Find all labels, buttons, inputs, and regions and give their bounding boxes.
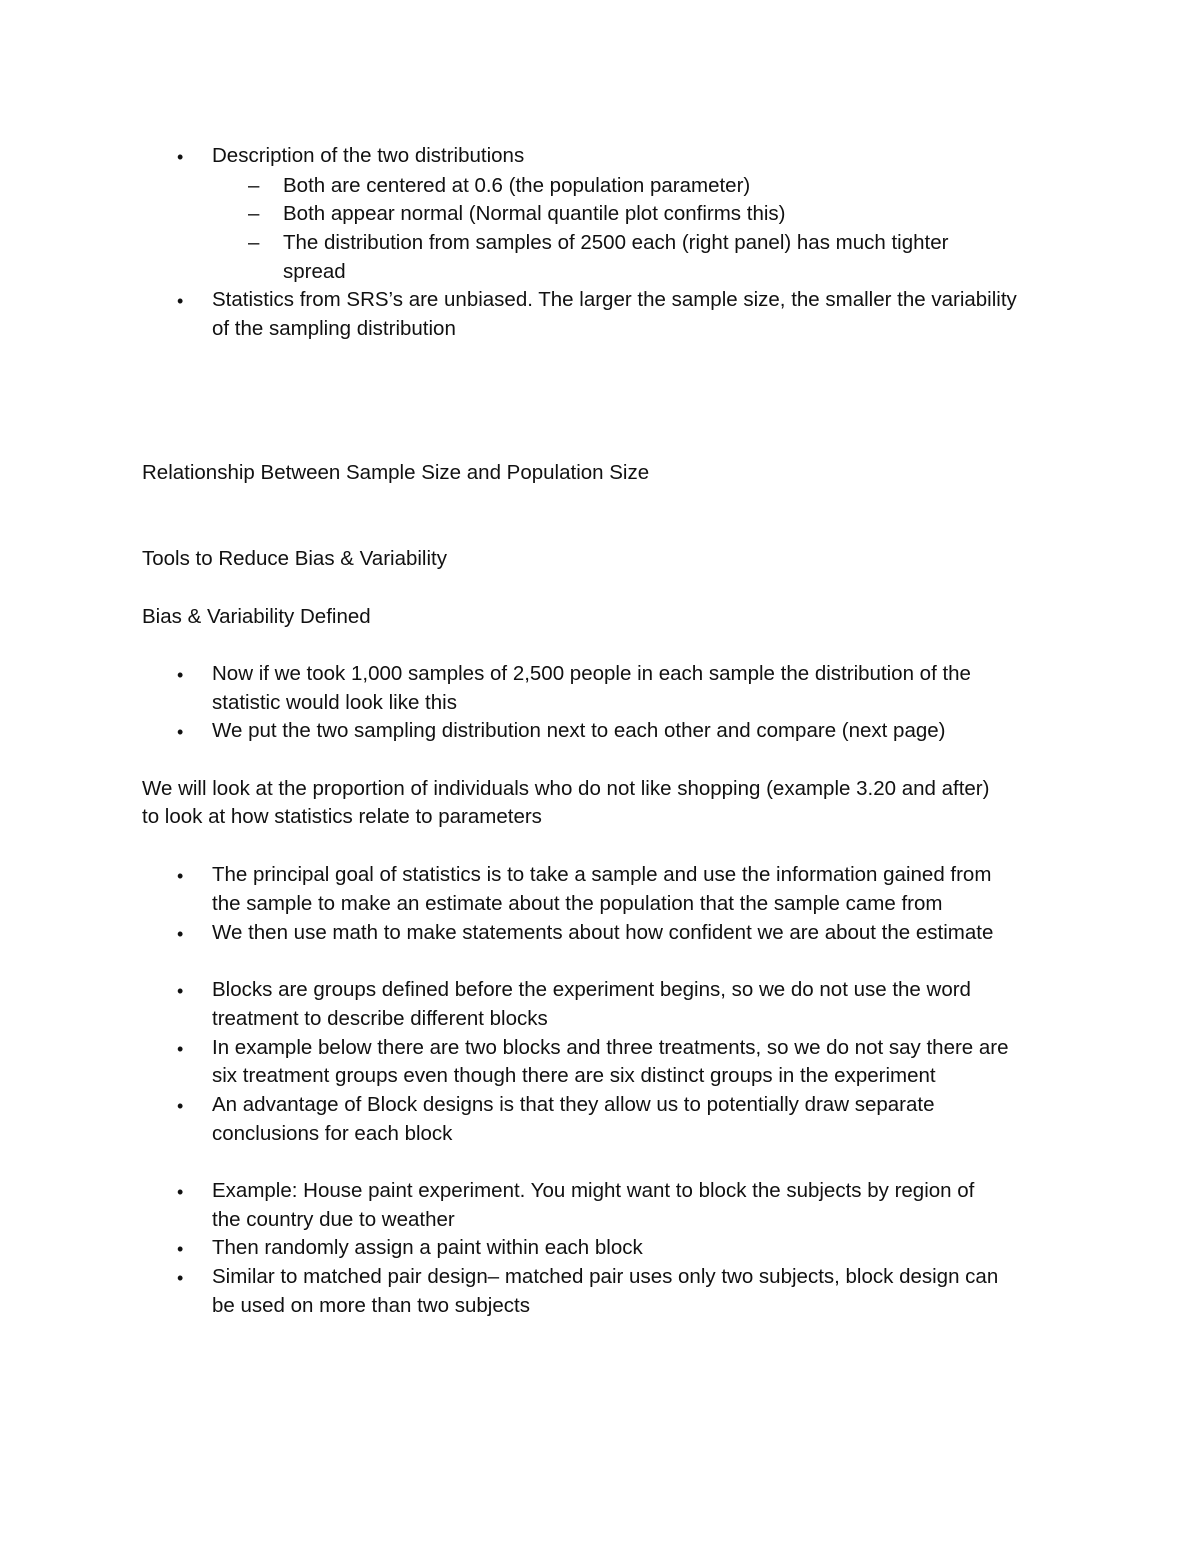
bullet-blocks-defined: Blocks are groups defined before the experiment begins, so we do not use the word <box>212 978 971 1001</box>
dash-marker: – <box>248 174 260 197</box>
bullet-two-blocks-cont: six treatment groups even though there are six distinct groups in the experiment <box>212 1064 936 1087</box>
sub-bullet-spread-cont: spread <box>283 260 346 283</box>
dash-marker: – <box>248 231 260 254</box>
bullet-marker: • <box>177 866 184 886</box>
bullet-two-blocks: In example below there are two blocks and three treatments, so we do not say there are <box>212 1036 1009 1059</box>
bullet-unbiased: Statistics from SRS’s are unbiased. The larger the sample size, the smaller the variability <box>212 288 1017 311</box>
heading-defined: Bias & Variability Defined <box>142 605 371 628</box>
bullet-marker: • <box>177 722 184 742</box>
bullet-marker: • <box>177 147 184 167</box>
bullet-marker: • <box>177 1096 184 1116</box>
paragraph-shopping-cont: to look at how statistics relate to parameters <box>142 805 542 828</box>
heading-relationship: Relationship Between Sample Size and Population Size <box>142 461 650 484</box>
bullet-confident: We then use math to make statements about how confident we are about the estimate <box>212 921 994 944</box>
heading-tools: Tools to Reduce Bias & Variability <box>142 547 447 570</box>
bullet-marker: • <box>177 665 184 685</box>
bullet-marker: • <box>177 981 184 1001</box>
bullet-principal-goal: The principal goal of statistics is to take a sample and use the information gained from <box>212 863 992 886</box>
bullet-description: Description of the two distributions <box>212 144 525 167</box>
bullet-samples-cont: statistic would look like this <box>212 691 457 714</box>
bullet-matched-pair-cont: be used on more than two subjects <box>212 1294 530 1317</box>
sub-bullet-spread: The distribution from samples of 2500 each (right panel) has much tighter <box>283 231 949 254</box>
sub-bullet-normal: Both appear normal (Normal quantile plot confirms this) <box>283 202 786 225</box>
bullet-marker: • <box>177 1039 184 1059</box>
bullet-blocks-defined-cont: treatment to describe different blocks <box>212 1007 548 1030</box>
bullet-unbiased-cont: of the sampling distribution <box>212 317 456 340</box>
dash-marker: – <box>248 202 260 225</box>
bullet-samples: Now if we took 1,000 samples of 2,500 people in each sample the distribution of the <box>212 662 971 685</box>
bullet-randomly-assign: Then randomly assign a paint within each block <box>212 1236 643 1259</box>
bullet-marker: • <box>177 924 184 944</box>
bullet-compare: We put the two sampling distribution next to each other and compare (next page) <box>212 719 946 742</box>
bullet-principal-goal-cont: the sample to make an estimate about the population that the sample came from <box>212 892 943 915</box>
bullet-marker: • <box>177 1239 184 1259</box>
bullet-marker: • <box>177 1182 184 1202</box>
paragraph-shopping: We will look at the proportion of individuals who do not like shopping (example 3.20 and after) <box>142 777 990 800</box>
bullet-advantage: An advantage of Block designs is that they allow us to potentially draw separate <box>212 1093 935 1116</box>
bullet-house-paint: Example: House paint experiment. You might want to block the subjects by region of <box>212 1179 975 1202</box>
bullet-marker: • <box>177 291 184 311</box>
sub-bullet-centered: Both are centered at 0.6 (the population parameter) <box>283 174 751 197</box>
bullet-advantage-cont: conclusions for each block <box>212 1122 453 1145</box>
bullet-marker: • <box>177 1268 184 1288</box>
bullet-house-paint-cont: the country due to weather <box>212 1208 455 1231</box>
bullet-matched-pair: Similar to matched pair design– matched pair uses only two subjects, block design can <box>212 1265 999 1288</box>
